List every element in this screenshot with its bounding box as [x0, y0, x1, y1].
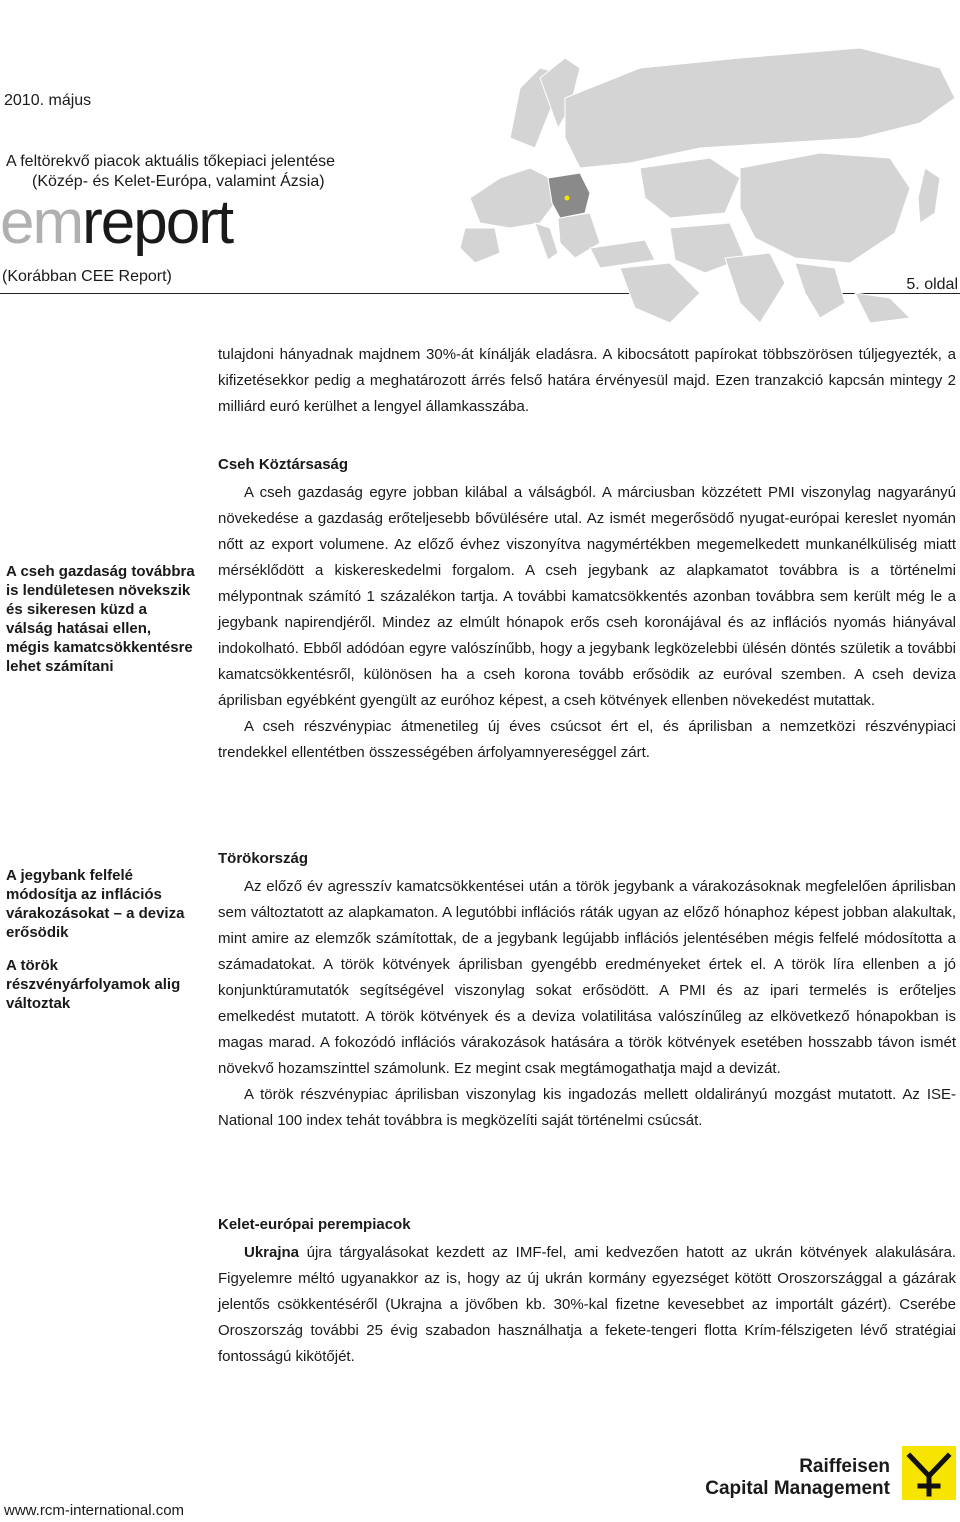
- frontier-lead-country: Ukrajna: [244, 1244, 300, 1261]
- eurasia-map-icon: [440, 28, 960, 328]
- intro-continuation: [218, 342, 956, 420]
- turkey-paragraph-2: A török részvénypiac áprilisban viszonylag kis ingadozás mellett oldalirányú mozgást mutatott. Az ISE-National 100 index tehát továbbra is megközelíti saját történelmi csúcsát.: [218, 1086, 956, 1129]
- raiffeisen-gable-logo-icon: [902, 1446, 956, 1500]
- section-czech: [218, 452, 956, 766]
- report-title: [6, 152, 335, 192]
- intro-paragraph: tulajdoni hányadnak majdnem 30%-át kínálják eladásra. A kibocsátott papírokat többszörösen túljegyezték, a kifizetésekkor pedig a meghatározott árrés felső határa érvényesül majd. Ezen tranzakció kapcsán mintegy 2 milliárd euró kerülhet a lengyel államkasszába.: [218, 346, 956, 415]
- footer-url-link[interactable]: www.rcm-international.com: [4, 1502, 185, 1519]
- section-heading-turkey: Törökország: [218, 850, 309, 867]
- section-frontier: [218, 1212, 956, 1370]
- sidebar-note-2: A jegybank felfelé módosítja az inflációs várakozásokat – a deviza erősödik: [6, 867, 185, 941]
- sidebar-note-1: A cseh gazdaság továbbra is lendületesen növekszik és sikeresen küzd a válság hatásai ellen, mégis kamatcsökkentésre lehet számítani: [6, 563, 195, 675]
- sidebar-note-czech: [6, 562, 196, 690]
- logo-report: report: [82, 188, 233, 257]
- logo-em: em: [0, 188, 83, 257]
- brand-line-1: Raiffeisen: [799, 1456, 890, 1477]
- report-title-line1: A feltörekvő piacok aktuális tőkepiaci jelentése: [6, 153, 336, 170]
- section-turkey: [218, 846, 956, 1134]
- sidebar-note-turkey: [6, 866, 196, 1027]
- raiffeisen-brand-text: [690, 1456, 890, 1500]
- czech-paragraph-2: A cseh részvénypiac átmenetileg új éves csúcsot ért el, és áprilisban a nemzetközi részvénypiaci trendekkel ellentétben összességében árfolyamnyereséggel zárt.: [218, 718, 956, 761]
- report-title-line2: (Közép- és Kelet-Európa, valamint Ázsia): [32, 173, 325, 190]
- section-heading-czech: Cseh Köztársaság: [218, 456, 349, 473]
- turkey-paragraph-1: Az előző év agresszív kamatcsökkentései után a török jegybank a várakozásoknak megfelelően áprilisban sem változtatott az alapkamaton. A legutóbbi inflációs ráták ugyan az előző hónaphoz képest jobban alakultak, mint amire az elemzők számítottak, de a jegybank legújabb inflációs jelentésében mégis felfelé módosította a számadatokat. A török kötvények áprilisban gyengébb eredményeket értek el. A török líra ellenben a jó konjunktúramutatók segítségével viszonylag sokat erősödött. A PMI és az ipari termelés is erőteljes emelkedést mutatott. A török kötvények és a deviza volatilitása valószínűleg az elkövetkező hónapokban is magas marad. A fokozódó inflációs várakozások hatására a török kötvények esetében hosszabb távon ismét növekvő hozamszinttel számolunk. Ez megint csak megtámogathatja majd a devizát.: [218, 878, 956, 1077]
- frontier-paragraph-1: [218, 1240, 956, 1370]
- page-number: 5. oldal: [906, 276, 958, 293]
- emreport-logo: [0, 188, 232, 258]
- brand-line-2: Capital Management: [705, 1478, 890, 1499]
- report-subtitle: (Korábban CEE Report): [2, 268, 172, 285]
- report-date: 2010. május: [4, 92, 92, 109]
- czech-paragraph-1: A cseh gazdaság egyre jobban kilábal a válságból. A márciusban közzétett PMI viszonylag nagyarányú növekedése a gazdaság erőteljesebb bővülésére utal. Az ismét megerősödő nyugat-európai kereslet nyomán nőtt az export volumene. Az előző évhez viszonyítva nagymértékben megemelkedett munkanélküliség miatt mérséklődött a kiskereskedelmi forgalom. A cseh jegybank az alapkamatot továbbra is a történelmi mélypontnak számító 1 százalékon tartja. A további kamatcsökkentés azonban továbbra sem került még le a jegybank napirendjéről. Mindez az elmúlt hónapok erős cseh koronájával és az inflációs nyomás hiányával indokolható. Ebből adódóan egyre valószínűbb, hogy a jegybank legközelebbi ülésén döntés születik a további kamatcsökkentésről, különösen ha a cseh korona tovább erősödik az euróval szemben. A cseh deviza áprilisban egyébként gyengült az euróhoz képest, a cseh kötvények ellenben növekedést mutattak.: [218, 484, 956, 709]
- sidebar-note-3: A török részvényárfolyamok alig változtak: [6, 957, 181, 1012]
- frontier-paragraph-text: újra tárgyalásokat kezdett az IMF-fel, ami kedvezően hatott az ukrán kötvények alakulására. Figyelemre méltó ugyanakkor az is, hogy az új ukrán kormány egyezséget kötött Oroszországgal a gázárak jelentős csökkentéséről (Ukrajna a jövőben kb. 30%-kal fizetne kevesebbet az importált gázért). Cserébe Oroszország további 25 évig szabadon használhatja a fekete-tengeri flotta Krím-félszigeten lévő stratégiai fontosságú kikötőjét.: [218, 1244, 956, 1365]
- section-heading-frontier: Kelet-európai perempiacok: [218, 1216, 411, 1233]
